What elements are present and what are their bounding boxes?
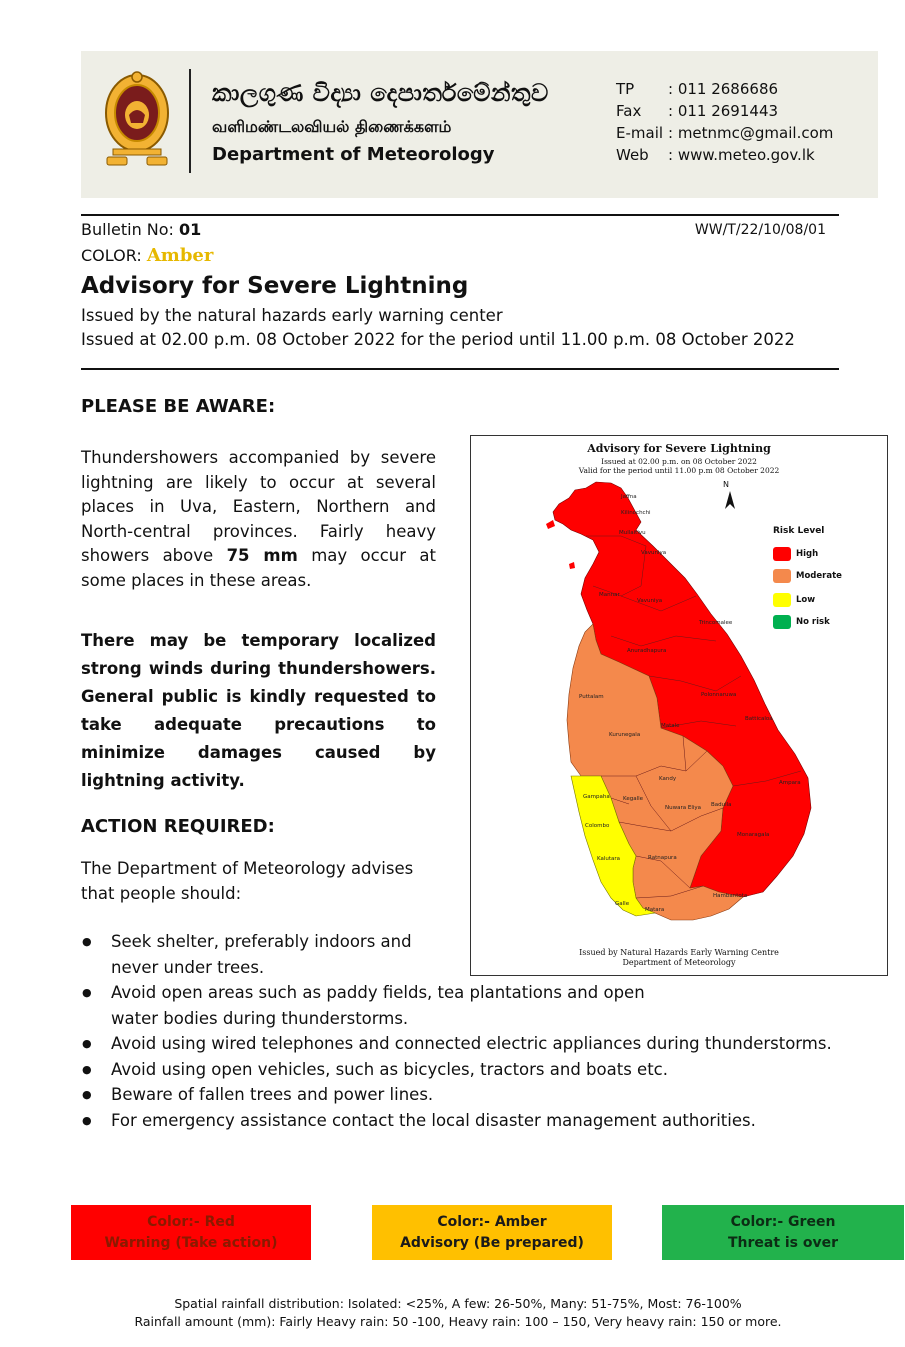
- legend-item-high: [773, 547, 818, 561]
- district-label-matara: Matara: [645, 907, 665, 913]
- district-label-mullaitivu: Mullaitivu: [619, 530, 646, 536]
- district-label-matale: Matale: [661, 723, 680, 729]
- north-label: N: [723, 480, 729, 489]
- color-code-meaning: Warning (Take action): [104, 1235, 278, 1251]
- district-label-trincomalee: Trincomalee: [699, 620, 733, 626]
- district-label-polonnaruwa: Polonnaruwa: [701, 692, 737, 698]
- bulletin-label: Bulletin No:: [81, 220, 180, 239]
- list-item: ● For emergency assistance contact the local disaster management authorities.: [81, 1108, 851, 1134]
- contact-row-email: [616, 122, 833, 144]
- footer-rainfall-note: Rainfall amount (mm): Fairly Heavy rain: 50 -100, Heavy rain: 100 – 150, Very heavy rain: 150 or more.: [134, 1314, 782, 1329]
- legend-swatch: [773, 593, 791, 607]
- district-label-vavuniya-north: Vavuniya: [641, 550, 667, 556]
- island-shape: [569, 562, 575, 569]
- legend-label: Moderate: [796, 571, 842, 581]
- action-intro: The Department of Meteorology advises that people should:: [81, 859, 414, 903]
- sri-lanka-map: [471, 436, 889, 977]
- map-issued: Issued at 02.00 p.m. on 08 October 2022: [601, 457, 757, 466]
- section-rule: [81, 368, 839, 370]
- contact-value: : 011 2686686: [668, 80, 779, 98]
- district-label-batticaloa: Batticaloa: [745, 716, 773, 722]
- color-code-amber: [372, 1205, 612, 1260]
- contact-key: E-mail: [616, 124, 664, 142]
- district-label-puttalam: Puttalam: [579, 694, 604, 700]
- color-value: Amber: [146, 245, 214, 266]
- legend-item-moderate: [773, 569, 842, 583]
- district-label-kegalle: Kegalle: [623, 796, 644, 802]
- district-label-jaffna: Jaffna: [621, 494, 637, 500]
- bulletin-reference: WW/T/22/10/08/01: [694, 222, 826, 238]
- contact-value[interactable]: : www.meteo.gov.lk: [668, 146, 815, 164]
- color-code-meaning: Advisory (Be prepared): [400, 1235, 584, 1251]
- top-rule: [81, 214, 839, 216]
- district-label-ratnapura: Ratnapura: [648, 855, 677, 861]
- district-label-kandy: Kandy: [659, 776, 677, 782]
- district-label-anuradhapura: Anuradhapura: [627, 648, 667, 654]
- district-label-monaragala: Monaragala: [737, 832, 770, 838]
- contact-details: [616, 78, 833, 166]
- contact-key: TP: [616, 80, 635, 98]
- district-label-vavuniya: Vavuniya: [637, 598, 663, 604]
- contact-row-phone: [616, 78, 833, 100]
- issued-at: Issued at 02.00 p.m. 08 October 2022 for the period until 11.00 p.m. 08 October 2022: [81, 330, 795, 349]
- island-shape: [546, 520, 555, 529]
- legend-swatch: [773, 569, 791, 583]
- legend-swatch: [773, 615, 791, 629]
- list-item: ● Avoid using wired telephones and connected electric appliances during thunderstorms.: [81, 1031, 851, 1057]
- list-item: ● Seek shelter, preferably indoors and never under trees.: [81, 929, 451, 980]
- district-label-badulla: Badulla: [711, 802, 732, 808]
- bulletin-color: [81, 245, 213, 266]
- map-title: Advisory for Severe Lightning: [587, 442, 771, 455]
- risk-map: [470, 435, 888, 976]
- legend-label: High: [796, 549, 819, 559]
- list-item: ● Avoid open areas such as paddy fields, tea plantations and open water bodies during thunderstorms.: [81, 980, 661, 1031]
- district-label-hambantota: Hambantota: [713, 893, 748, 899]
- sri-lanka-state-emblem-icon: [103, 71, 171, 169]
- district-label-kurunegala: Kurunegala: [609, 732, 641, 738]
- district-label-colombo: Colombo: [585, 823, 610, 829]
- contact-key: Web: [616, 146, 649, 164]
- department-name-english: Department of Meteorology: [212, 144, 495, 165]
- district-label-galle: Galle: [615, 901, 630, 907]
- action-heading: ACTION REQUIRED:: [81, 816, 275, 837]
- color-code-green: [662, 1205, 904, 1260]
- district-label-nuwara-eliya: Nuwara Eliya: [665, 805, 702, 811]
- contact-value: : 011 2691443: [668, 102, 779, 120]
- aware-rain-amount: 75 mm: [226, 546, 298, 565]
- legend-label: Low: [796, 595, 816, 605]
- district-label-kilinochchi: Kilinochchi: [621, 510, 651, 516]
- legend-swatch: [773, 547, 791, 561]
- issued-by: Issued by the natural hazards early warning center: [81, 306, 503, 325]
- district-label-kalutara: Kalutara: [597, 856, 621, 862]
- aware-text-1: Thundershowers accompanied by severe lightning are likely to occur at several places in Uva, Eastern, Northern and North-central provinces. Fairly heavy showers above: [81, 448, 436, 565]
- legend-item-low: [773, 593, 815, 607]
- aware-heading: PLEASE BE AWARE:: [81, 396, 276, 417]
- page-title: Advisory for Severe Lightning: [81, 273, 469, 299]
- list-item: ● Avoid using open vehicles, such as bicycles, tractors and boats etc.: [81, 1057, 851, 1083]
- north-arrow-icon: [725, 491, 735, 509]
- aware-paragraph: [81, 446, 436, 593]
- bulletin-number-value: 01: [179, 220, 202, 239]
- color-code-meaning: Threat is over: [727, 1235, 839, 1251]
- list-item: ● Beware of fallen trees and power lines.: [81, 1082, 851, 1108]
- aware-text-2: may occur at some places in these areas.: [81, 546, 437, 590]
- district-label-ampara: Ampara: [779, 780, 801, 786]
- bulletin-number: [81, 220, 201, 239]
- color-code-title: Color:- Amber: [437, 1214, 547, 1230]
- contact-key: Fax: [616, 102, 642, 120]
- department-name-sinhala: කාලගුණ විද්‍යා දෙපාර්තමේන්තුව: [212, 79, 549, 107]
- map-valid: Valid for the period until 11.00 p.m 08 October 2022: [578, 466, 780, 475]
- letterhead: [81, 51, 878, 198]
- color-code-red: [71, 1205, 311, 1260]
- legend-title: Risk Level: [773, 526, 825, 536]
- contact-row-web: [616, 144, 833, 166]
- color-code-title: Color:- Green: [730, 1214, 836, 1230]
- color-label: COLOR:: [81, 246, 147, 265]
- header-divider: [189, 69, 191, 173]
- district-label-gampaha: Gampaha: [583, 794, 610, 800]
- legend-item-no-risk: [773, 615, 830, 629]
- district-label-mannar: Mannar: [599, 592, 620, 598]
- contact-value[interactable]: : metnmc@gmail.com: [668, 124, 834, 142]
- department-name-tamil: வளிமண்டலவியல் திணைக்களம்: [212, 117, 452, 136]
- footer-distribution-note: Spatial rainfall distribution: Isolated: <25%, A few: 26-50%, Many: 51-75%, Most: 76-100%: [174, 1296, 742, 1311]
- contact-row-fax: [616, 100, 833, 122]
- map-footer-department: Department of Meteorology: [622, 958, 736, 967]
- wind-warning-paragraph: There may be temporary localized strong winds during thundershowers. General public is kindly requested to take adequate precautions to minimize damages caused by lightning activity.: [81, 631, 436, 790]
- legend-label: No risk: [796, 617, 830, 627]
- color-code-title: Color:- Red: [147, 1214, 235, 1230]
- map-footer-issuer: Issued by Natural Hazards Early Warning Centre: [579, 948, 779, 957]
